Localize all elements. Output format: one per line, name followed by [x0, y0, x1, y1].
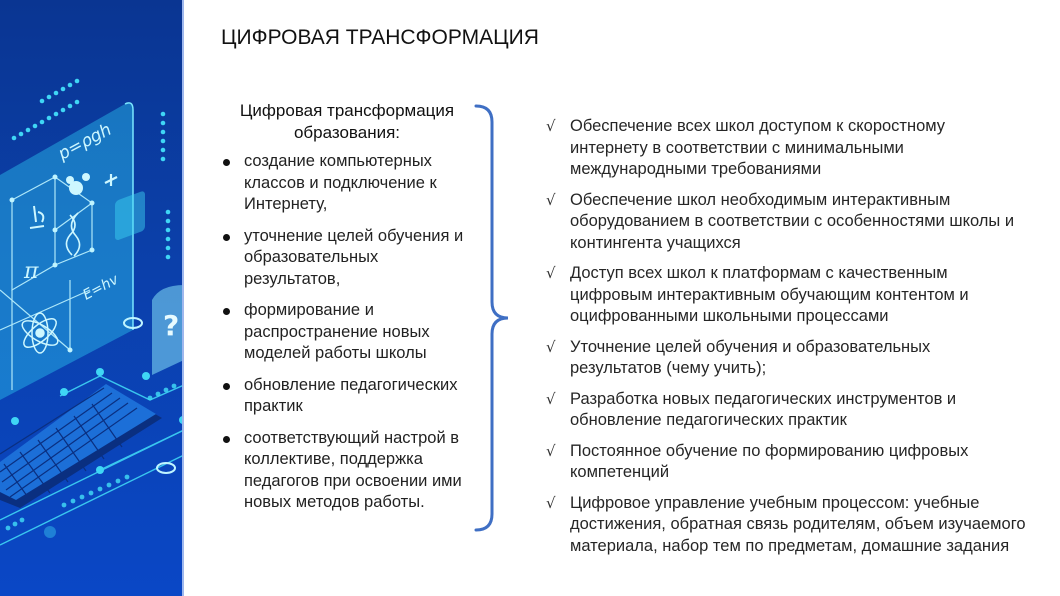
check-item: [546, 263, 1026, 328]
check-icon: √: [546, 389, 556, 408]
left-heading: Цифровая трансформация образования:: [239, 101, 455, 142]
bullet-text: соответствующий настрой в коллективе, поддержка педагогов при освоении ими новых методов работы.: [244, 428, 462, 511]
bullet-item: [220, 151, 470, 216]
check-item: [546, 441, 1026, 484]
bullet-text: формирование и распространение новых моделей работы школы: [244, 301, 430, 362]
check-item: [546, 116, 1026, 181]
side-illustration: [0, 0, 184, 596]
check-text: Доступ всех школ к платформам с качественным цифровым интерактивным обучающим контентом и оцифрованными школьными процессами: [570, 264, 969, 325]
check-item: [546, 190, 1026, 255]
check-item: [546, 337, 1026, 380]
right-column: [546, 116, 1026, 566]
bullet-text: уточнение целей обучения и образовательных результатов,: [244, 226, 464, 288]
bullet-icon: [223, 436, 230, 443]
bullet-item: [220, 375, 470, 418]
check-item: [546, 389, 1026, 432]
curly-brace-icon: [470, 100, 530, 540]
formula-pi: π: [24, 259, 39, 284]
check-icon: √: [546, 190, 556, 209]
check-text: Уточнение целей обучения и образовательных результатов (чему учить);: [570, 337, 931, 377]
bullet-icon: [223, 383, 230, 390]
bullet-icon: [223, 159, 230, 166]
bullet-item: [220, 226, 470, 291]
formula-pressure: p=ρgh: [54, 119, 116, 165]
bullet-item: [220, 428, 470, 514]
svg-text:?: ?: [163, 309, 180, 342]
digital-education-illustration: [0, 0, 184, 596]
check-text: Разработка новых педагогических инструментов и обновление педагогических практик: [570, 389, 957, 429]
page-title: ЦИФРОВАЯ ТРАНСФОРМАЦИЯ: [221, 26, 539, 49]
check-text: Цифровое управление учебным процессом: учебные достижения, обратная связь родителям, объем изучаемого материала, набор тем по предметам, домашние задания: [570, 493, 1026, 555]
check-icon: √: [546, 493, 556, 512]
check-text: Обеспечение школ необходимым интерактивным оборудованием в соответствии с особенностями школы и контингента учащихся: [570, 190, 1015, 252]
check-text: Постоянное обучение по формированию цифровых компетенций: [570, 441, 969, 481]
bullet-text: создание компьютерных классов и подключение к Интернету,: [244, 152, 437, 213]
check-list: [546, 116, 1026, 557]
left-column: [220, 100, 470, 524]
check-item: [546, 493, 1026, 558]
bullet-icon: [223, 308, 230, 315]
formula-energy: E=hv: [80, 271, 122, 304]
check-text: Обеспечение всех школ доступом к скоростному интернету в соответствии с минимальными международными требованиями: [570, 117, 946, 178]
bullet-list: [220, 151, 470, 514]
check-icon: √: [546, 441, 556, 460]
check-icon: √: [546, 264, 556, 282]
bullet-icon: [223, 234, 230, 241]
bullet-text: обновление педагогических практик: [244, 375, 458, 415]
check-icon: √: [546, 117, 556, 135]
keyboard-icon: [0, 384, 162, 508]
check-icon: √: [546, 337, 556, 356]
bullet-item: [220, 300, 470, 365]
